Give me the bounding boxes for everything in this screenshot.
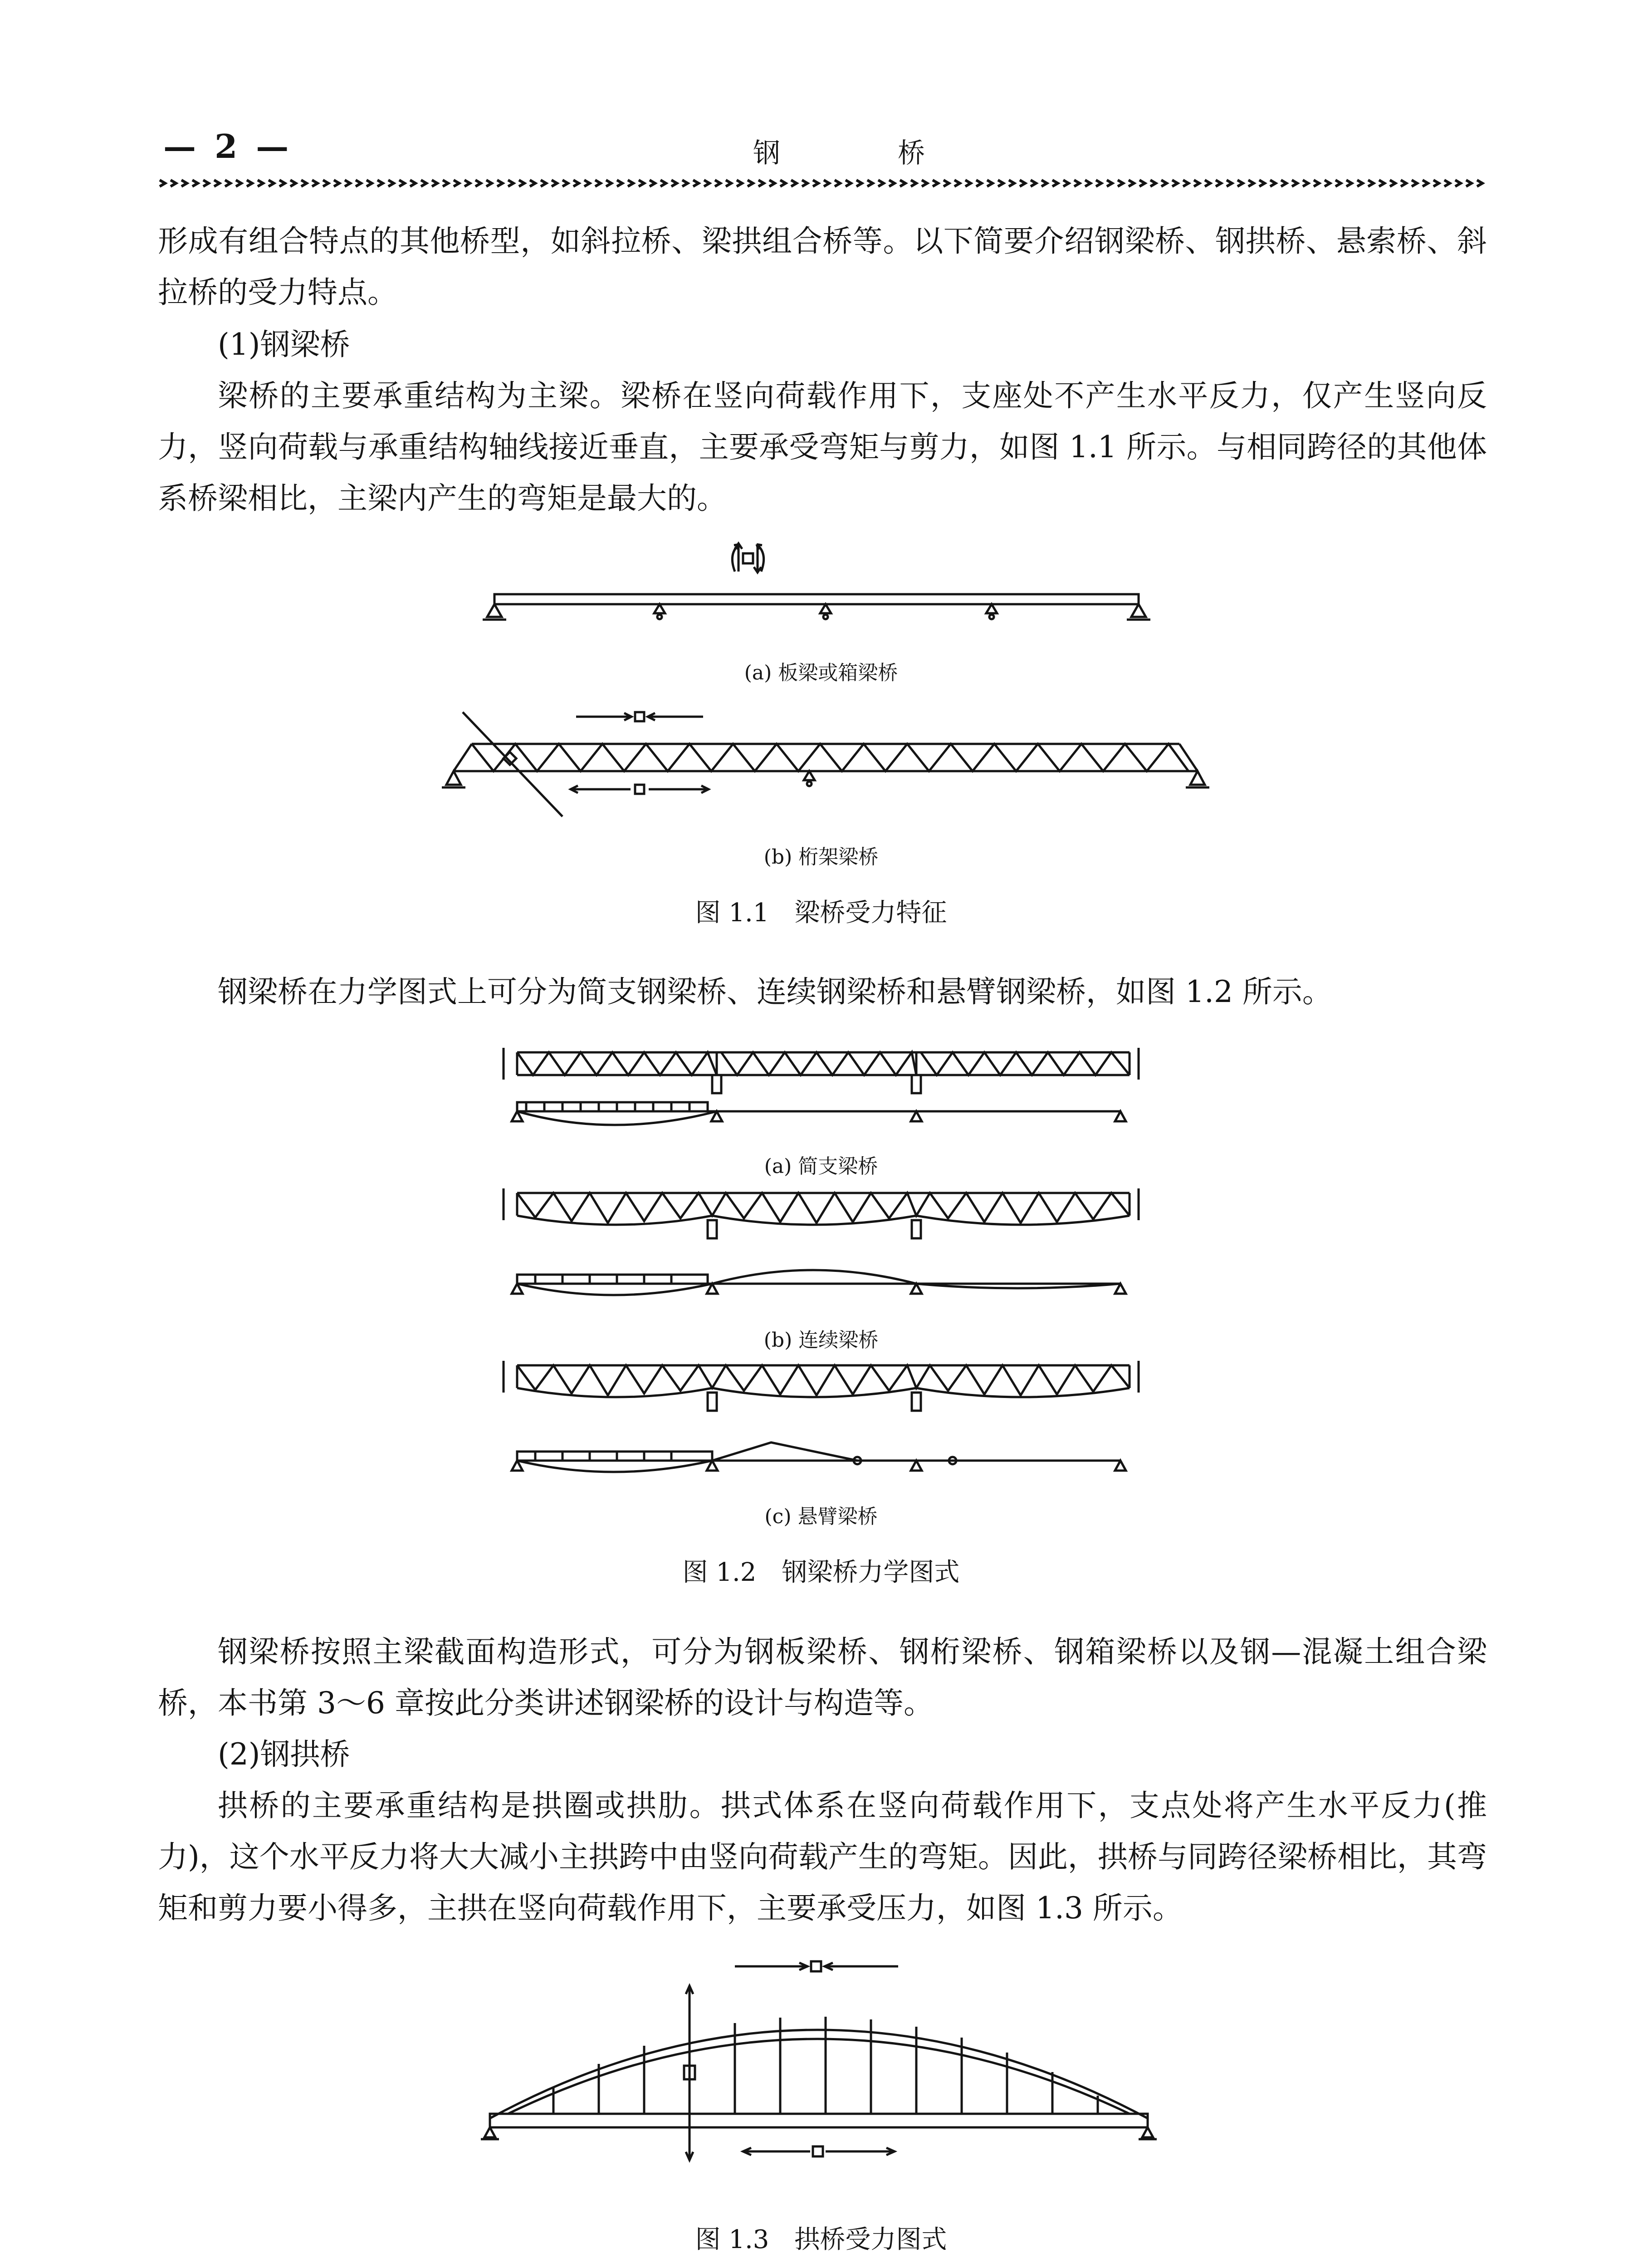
chord-tension-arrows	[571, 785, 709, 794]
section-heading-steel-beam-bridge: (1)钢梁桥	[218, 327, 350, 362]
figure-1-2-title: 图 1.2 钢梁桥力学图式	[682, 1558, 960, 1587]
page-number: — 2 —	[163, 127, 293, 166]
figure-1-1-b-caption: (b) 桁架梁桥	[763, 846, 879, 869]
beam-bridge-paragraph: 梁桥的主要承重结构为主梁。梁桥在竖向荷载作用下，支座处不产生水平反力，仅产生竖向反力，竖向荷载与承重结构轴线接近垂直，主要承受弯矩与剪力，如图 1.1 所示。与相同跨径的其他体系桥梁相比，主梁内产生的弯矩是最大的。	[158, 378, 1487, 516]
arch-rib-upper	[490, 2030, 1148, 2118]
figure-1-3-title: 图 1.3 拱桥受力图式	[695, 2225, 947, 2254]
arch-bridge-paragraph: 拱桥的主要承重结构是拱圈或拱肋。拱式体系在竖向荷载作用下，支点处将产生水平反力(推力)，这个水平反力将大大减小主拱跨中由竖向荷载产生的弯矩。因此，拱桥与同跨径梁桥相比，其弯矩和剪力要小得多，主拱在竖向荷载作用下，主要承受压力，如图 1.3 所示。	[158, 1788, 1487, 1926]
figure-1-2-c-cantilever-diagram	[499, 1361, 1143, 1488]
deflection-curve	[517, 1111, 717, 1125]
chord-compression-arrows	[576, 712, 703, 721]
section-cut-line	[463, 712, 562, 816]
arch-rib-lower	[508, 2039, 1130, 2114]
running-title: 钢 桥	[753, 137, 980, 169]
figure-1-2-b-caption: (b) 连续梁桥	[763, 1329, 879, 1352]
figure-1-1-b-truss-diagram	[435, 703, 1216, 830]
figure-1-2-a-simply-supported-diagram	[499, 1048, 1143, 1139]
tie-tension-arrows	[743, 2146, 895, 2156]
figure-1-1-title: 图 1.1 梁桥受力特征	[695, 898, 947, 928]
arch-crown-compression-arrows	[735, 1961, 898, 1971]
mechanics-schema-paragraph: 钢梁桥在力学图式上可分为简支钢梁桥、连续钢梁桥和悬臂钢梁桥，如图 1.2 所示。	[218, 974, 1332, 1009]
figure-1-1-a-caption: (a) 板梁或箱梁桥	[744, 661, 898, 684]
figure-1-3-arch-diagram	[481, 1950, 1170, 2177]
truss-web-diagonals	[472, 744, 1188, 771]
intro-paragraph: 形成有组合特点的其他桥型，如斜拉桥、梁拱组合桥等。以下简要介绍钢梁桥、钢拱桥、悬索桥、斜拉桥的受力特点。	[158, 224, 1487, 310]
figure-1-2-a-caption: (a) 简支梁桥	[764, 1155, 878, 1178]
intermediate-supports	[654, 604, 997, 619]
deflection-curve	[517, 1461, 712, 1472]
figure-1-2-c-caption: (c) 悬臂梁桥	[764, 1505, 878, 1528]
section-heading-steel-arch-bridge: (2)钢拱桥	[218, 1737, 350, 1772]
moment-shear-element-symbol	[732, 543, 763, 572]
girder-section-paragraph: 钢梁桥按照主梁截面构造形式，可分为钢板梁桥、钢桁梁桥、钢箱梁桥以及钢—混凝土组合梁桥，本书第 3～6 章按此分类讲述钢梁桥的设计与构造等。	[158, 1634, 1487, 1721]
figure-1-1-a-plate-girder-diagram	[481, 535, 1179, 635]
figure-1-2-b-continuous-diagram	[499, 1188, 1143, 1302]
header-chevron-rule	[158, 178, 1487, 189]
